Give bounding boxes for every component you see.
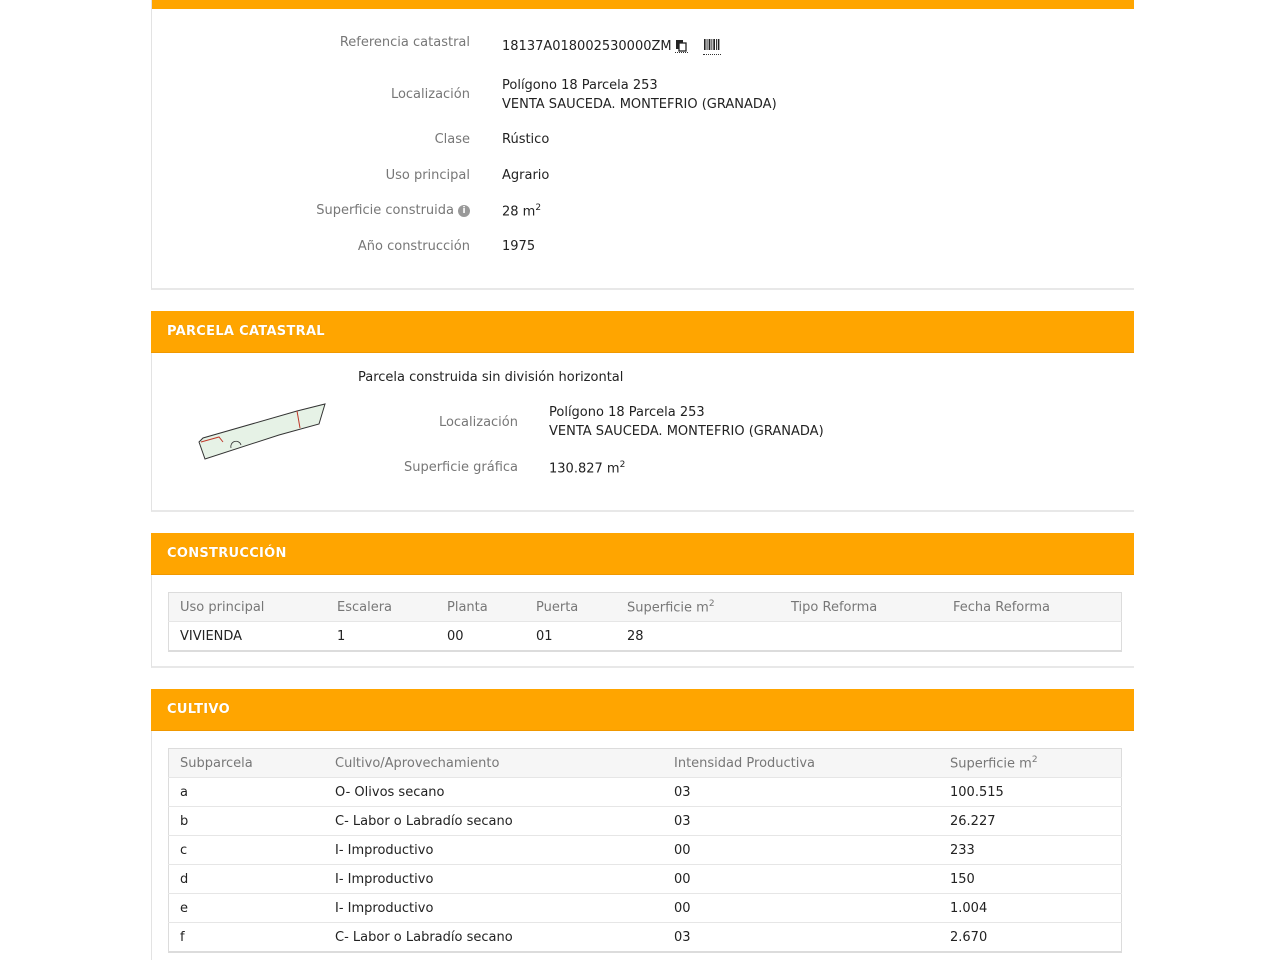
- col-cultivo: Cultivo/Aprovechamiento: [324, 749, 663, 778]
- cell-superficie: 233: [939, 836, 1122, 865]
- col-intensidad: Intensidad Productiva: [663, 749, 939, 778]
- col-superficie-exp: 2: [708, 598, 715, 609]
- col-superficie: [616, 593, 780, 622]
- superficie-construida-label: [280, 203, 470, 218]
- superficie-construida-number: 28 m: [502, 204, 536, 220]
- col-superficie-cultivo-text: Superficie m: [950, 756, 1032, 772]
- table-row: [169, 894, 1122, 923]
- construccion-header-row: [169, 593, 1122, 622]
- cell-superficie: 150: [939, 865, 1122, 894]
- table-row: [169, 923, 1122, 953]
- cell-cultivo: O- Olivos secano: [324, 778, 663, 807]
- ano-construccion-label: Año construcción: [357, 239, 470, 254]
- parcela-loc-line1: Polígono 18 Parcela 253: [549, 405, 705, 420]
- copy-icon[interactable]: [675, 39, 688, 53]
- localizacion-label: Localización: [390, 87, 470, 102]
- col-planta: Planta: [436, 593, 525, 622]
- parcela-sup-value: [549, 460, 625, 476]
- table-row: [169, 778, 1122, 807]
- col-fecha-reforma: Fecha Reforma: [942, 593, 1122, 622]
- top-accent-bar: [152, 0, 1134, 9]
- cell-intensidad: 00: [663, 894, 939, 923]
- parcela-title: PARCELA CATASTRAL: [167, 324, 325, 339]
- ref-catastral-text: 18137A018002530000ZM: [502, 39, 672, 54]
- uso-principal-label: Uso principal: [385, 168, 470, 183]
- parcela-sup-exp: 2: [619, 460, 626, 470]
- parcela-loc-line2: VENTA SAUCEDA. MONTEFRIO (GRANADA): [549, 424, 824, 439]
- barcode-icon[interactable]: [703, 38, 721, 55]
- cell-cultivo: C- Labor o Labradío secano: [324, 923, 663, 953]
- parcela-loc-label: Localización: [438, 415, 518, 430]
- cell-superficie: 2.670: [939, 923, 1122, 953]
- cell-cultivo: I- Improductivo: [324, 836, 663, 865]
- col-escalera: Escalera: [326, 593, 436, 622]
- cell-subparcela: c: [169, 836, 325, 865]
- cell-subparcela: b: [169, 807, 325, 836]
- cell-intensidad: 00: [663, 865, 939, 894]
- cell-subparcela: e: [169, 894, 325, 923]
- col-uso-principal: Uso principal: [169, 593, 327, 622]
- cell-escalera: 1: [326, 622, 436, 652]
- cell-intensidad: 00: [663, 836, 939, 865]
- cell-superficie: 1.004: [939, 894, 1122, 923]
- cell-superficie: 26.227: [939, 807, 1122, 836]
- parcela-thumbnail[interactable]: [193, 398, 333, 464]
- cell-fecha-reforma: [942, 622, 1122, 652]
- cell-cultivo: I- Improductivo: [324, 894, 663, 923]
- cell-subparcela: f: [169, 923, 325, 953]
- cultivo-header: [151, 689, 1134, 731]
- clase-value: Rústico: [502, 132, 550, 147]
- ref-catastral-value: [502, 39, 688, 54]
- cell-tipo-reforma: [780, 622, 942, 652]
- cell-cultivo: C- Labor o Labradío secano: [324, 807, 663, 836]
- cell-intensidad: 03: [663, 778, 939, 807]
- col-superficie-text: Superficie m: [627, 600, 709, 616]
- localizacion-line2: VENTA SAUCEDA. MONTEFRIO (GRANADA): [502, 97, 777, 112]
- cultivo-title: CULTIVO: [167, 702, 230, 717]
- cell-intensidad: 03: [663, 923, 939, 953]
- cell-intensidad: 03: [663, 807, 939, 836]
- cell-planta: 00: [436, 622, 525, 652]
- parcela-header: [151, 311, 1134, 353]
- clase-label: Clase: [434, 132, 470, 147]
- cell-subparcela: d: [169, 865, 325, 894]
- cultivo-table: [168, 748, 1122, 953]
- cell-superficie: 28: [616, 622, 780, 652]
- table-row: [169, 807, 1122, 836]
- cell-uso: VIVIENDA: [169, 622, 327, 652]
- col-subparcela: Subparcela: [169, 749, 325, 778]
- col-puerta: Puerta: [525, 593, 616, 622]
- cell-puerta: 01: [525, 622, 616, 652]
- ano-construccion-value: 1975: [502, 239, 536, 254]
- cell-subparcela: a: [169, 778, 325, 807]
- col-superficie-cultivo-exp: 2: [1031, 754, 1038, 765]
- table-row: [169, 836, 1122, 865]
- col-tipo-reforma: Tipo Reforma: [780, 593, 942, 622]
- parcela-sup-label: Superficie gráfica: [403, 460, 518, 475]
- construccion-title: CONSTRUCCIÓN: [167, 546, 287, 561]
- superficie-construida-exp: 2: [535, 203, 542, 213]
- table-row: [169, 865, 1122, 894]
- construccion-table: [168, 592, 1122, 652]
- parcela-subtitle: Parcela construida sin división horizontal: [358, 370, 624, 385]
- ref-catastral-label: Referencia catastral: [339, 35, 470, 50]
- uso-principal-value: Agrario: [502, 168, 550, 183]
- info-icon[interactable]: i: [458, 205, 470, 217]
- superficie-construida-text: Superficie construida: [316, 203, 454, 218]
- table-row: [169, 622, 1122, 652]
- cultivo-header-row: [169, 749, 1122, 778]
- cell-superficie: 100.515: [939, 778, 1122, 807]
- parcela-sup-number: 130.827 m: [549, 461, 620, 477]
- localizacion-line1: Polígono 18 Parcela 253: [502, 78, 658, 93]
- construccion-header: [151, 533, 1134, 575]
- col-superficie-cultivo: [939, 749, 1122, 778]
- cell-cultivo: I- Improductivo: [324, 865, 663, 894]
- superficie-construida-value: [502, 203, 541, 219]
